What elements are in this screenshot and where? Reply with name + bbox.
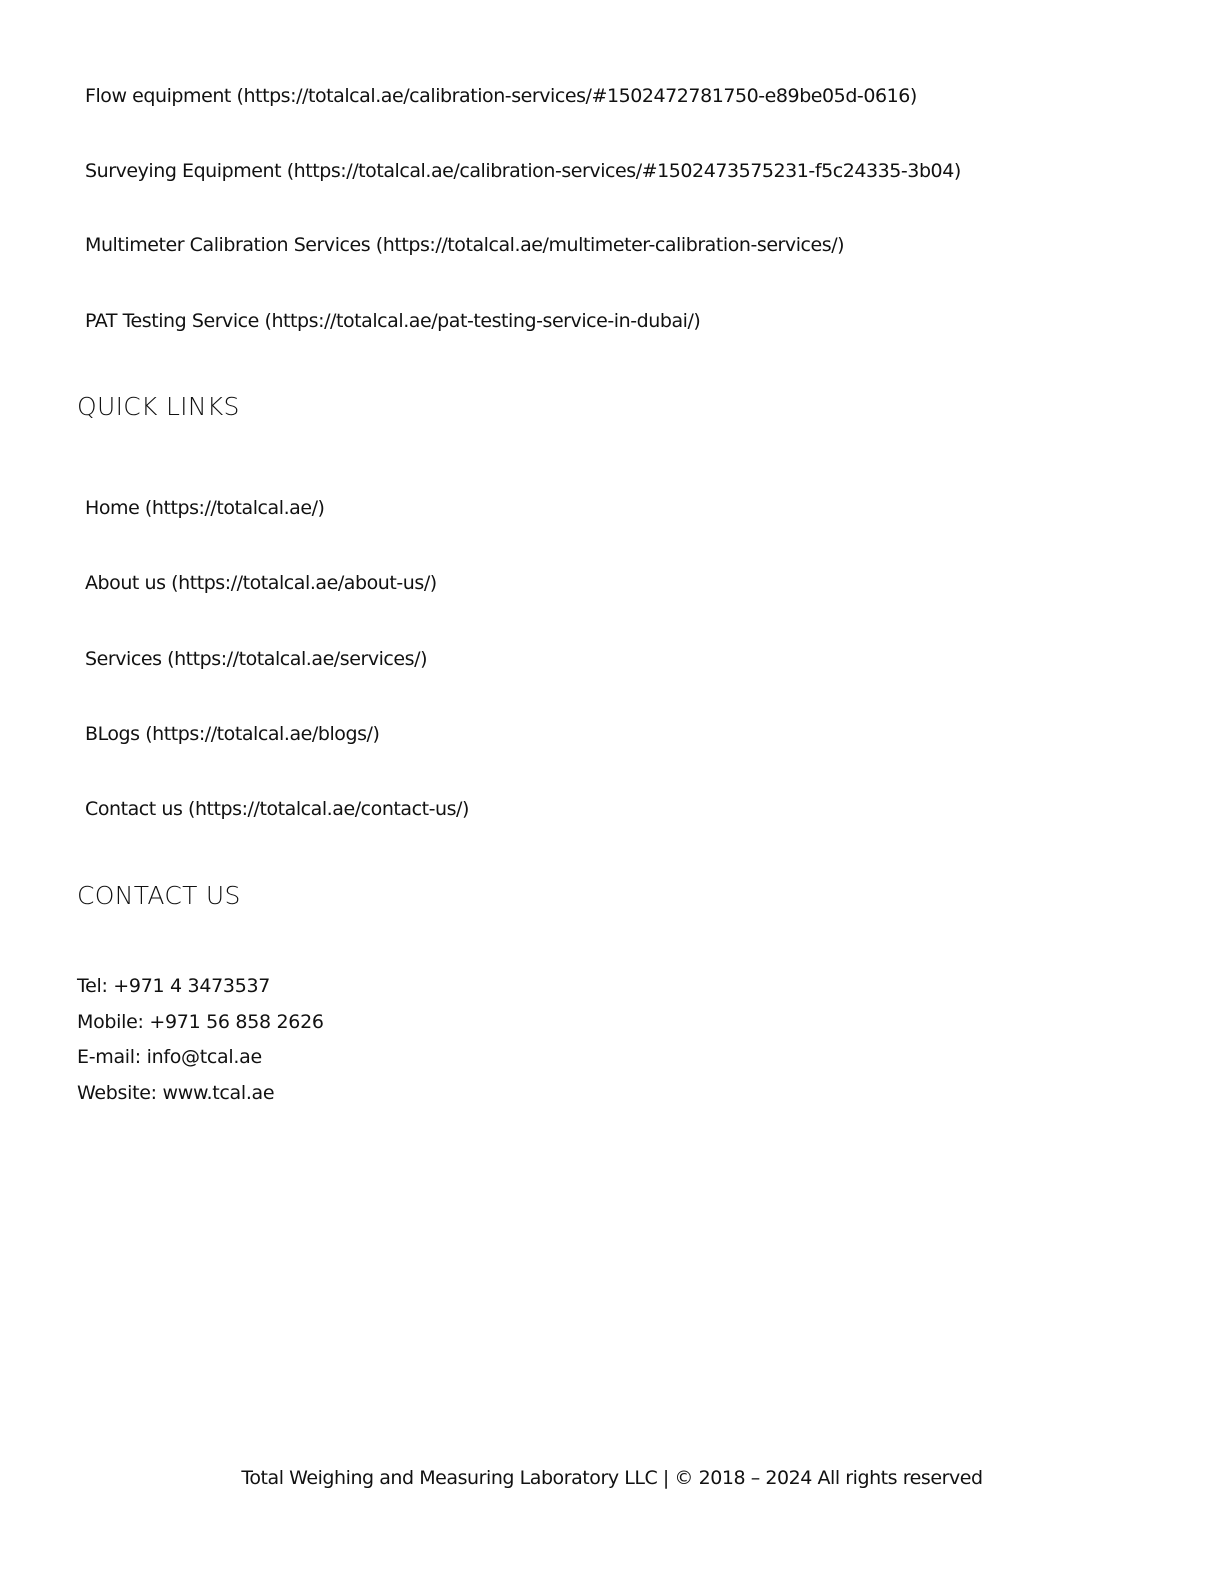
quick-link-services[interactable]: Services (https://totalcal.ae/services/)	[85, 648, 428, 670]
contact-us-heading: CONTACT US	[77, 881, 241, 910]
service-link-multimeter-calibration[interactable]: Multimeter Calibration Services (https://totalcal.ae/multimeter-calibration-services/)	[85, 234, 845, 256]
quick-links-heading: QUICK LINKS	[77, 392, 240, 421]
quick-link-home[interactable]: Home (https://totalcal.ae/)	[85, 497, 325, 519]
contact-email[interactable]: E-mail: info@tcal.ae	[77, 1046, 262, 1068]
service-link-surveying-equipment[interactable]: Surveying Equipment (https://totalcal.ae/calibration-services/#1502473575231-f5c24335-3b04)	[85, 160, 961, 182]
quick-link-contact-us[interactable]: Contact us (https://totalcal.ae/contact-us/)	[85, 798, 469, 820]
contact-tel: Tel: +971 4 3473537	[77, 975, 271, 997]
footer-copyright: Total Weighing and Measuring Laboratory LLC | © 2018 – 2024 All rights reserved	[241, 1467, 983, 1489]
contact-website[interactable]: Website: www.tcal.ae	[77, 1082, 275, 1104]
contact-mobile: Mobile: +971 56 858 2626	[77, 1011, 324, 1033]
quick-link-about-us[interactable]: About us (https://totalcal.ae/about-us/)	[85, 572, 437, 594]
service-link-pat-testing[interactable]: PAT Testing Service (https://totalcal.ae/pat-testing-service-in-dubai/)	[85, 310, 701, 332]
service-link-flow-equipment[interactable]: Flow equipment (https://totalcal.ae/calibration-services/#1502472781750-e89be05d-0616)	[85, 85, 917, 107]
quick-link-blogs[interactable]: BLogs (https://totalcal.ae/blogs/)	[85, 723, 380, 745]
